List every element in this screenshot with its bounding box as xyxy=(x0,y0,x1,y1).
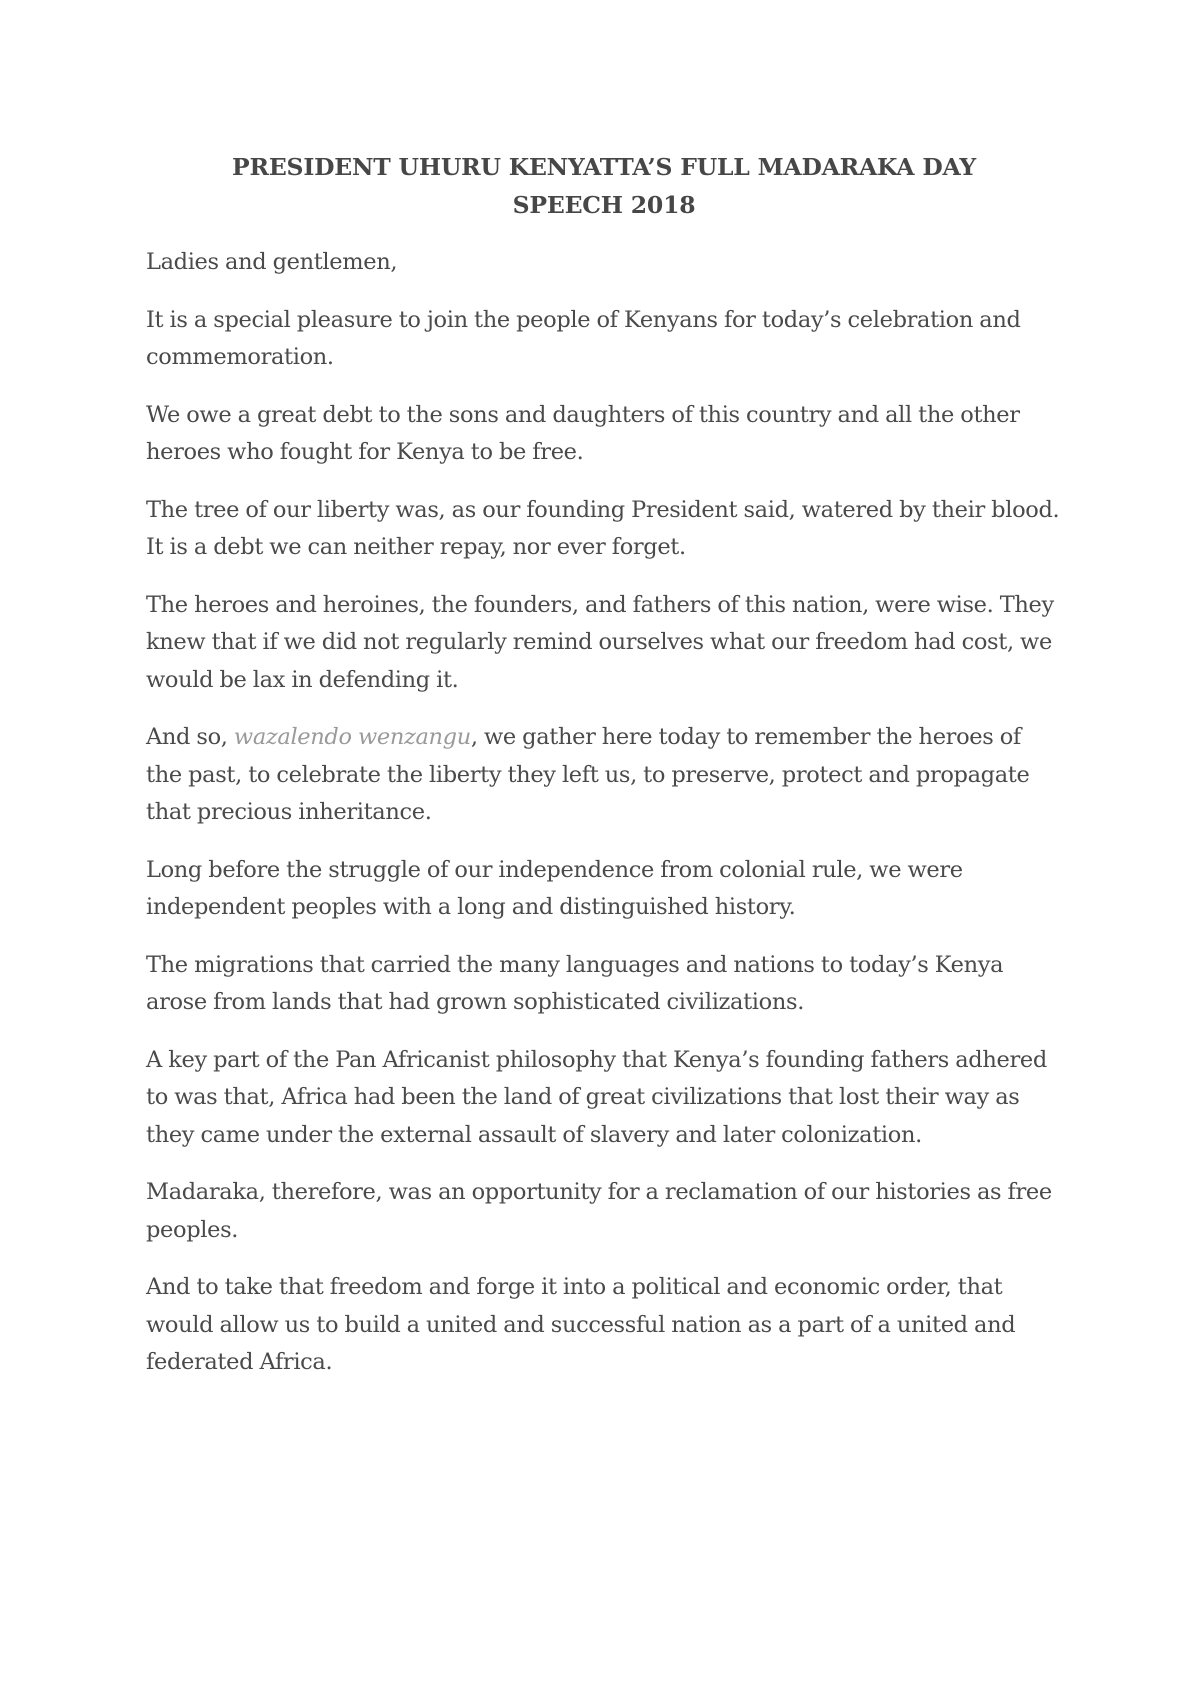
paragraph-3: We owe a great debt to the sons and daughters of this country and all the other heroes who fought for Kenya to be free. xyxy=(146,401,1020,465)
paragraph-6 xyxy=(146,719,1062,832)
paragraph-8: The migrations that carried the many languages and nations to today’s Kenya arose from lands that had grown sophisticated civilizations. xyxy=(146,951,1004,1015)
paragraph-7: Long before the struggle of our independence from colonial rule, we were independent peoples with a long and distinguished history. xyxy=(146,856,963,920)
paragraph-10: Madaraka, therefore, was an opportunity for a reclamation of our histories as free peoples. xyxy=(146,1179,1052,1243)
document-title xyxy=(146,148,1062,224)
title-line-1: PRESIDENT UHURU KENYATTA’S FULL MADARAKA DAY xyxy=(232,153,976,181)
paragraph-9: A key part of the Pan Africanist philosophy that Kenya’s founding fathers adhered to was that, Africa had been the land of great civilizations that lost their way as they came under the external assault of slavery and later colonization. xyxy=(146,1046,1047,1148)
paragraph-1: Ladies and gentlemen, xyxy=(146,249,398,275)
paragraph-6-before: And so, xyxy=(146,724,234,750)
paragraph-2: It is a special pleasure to join the people of Kenyans for today’s celebration and commemoration. xyxy=(146,306,1021,370)
wazalendo-phrase: wazalendo wenzangu xyxy=(233,724,471,750)
document-body xyxy=(146,148,1062,1402)
title-line-2: SPEECH 2018 xyxy=(512,191,696,219)
paragraph-6-after: , we gather here today to remember the heroes of the past, to celebrate the liberty they left us, to preserve, protect and propagate that precious inheritance. xyxy=(146,724,1030,825)
paragraph-5: The heroes and heroines, the founders, and fathers of this nation, were wise. They knew that if we did not regularly remind ourselves what our freedom had cost, we would be lax in defending it. xyxy=(146,591,1054,693)
paragraph-11: And to take that freedom and forge it into a political and economic order, that would allow us to build a united and successful nation as a part of a united and federated Africa. xyxy=(146,1274,1016,1375)
paragraph-4: The tree of our liberty was, as our founding President said, watered by their blood. It is a debt we can neither repay, nor ever forget. xyxy=(146,496,1060,560)
